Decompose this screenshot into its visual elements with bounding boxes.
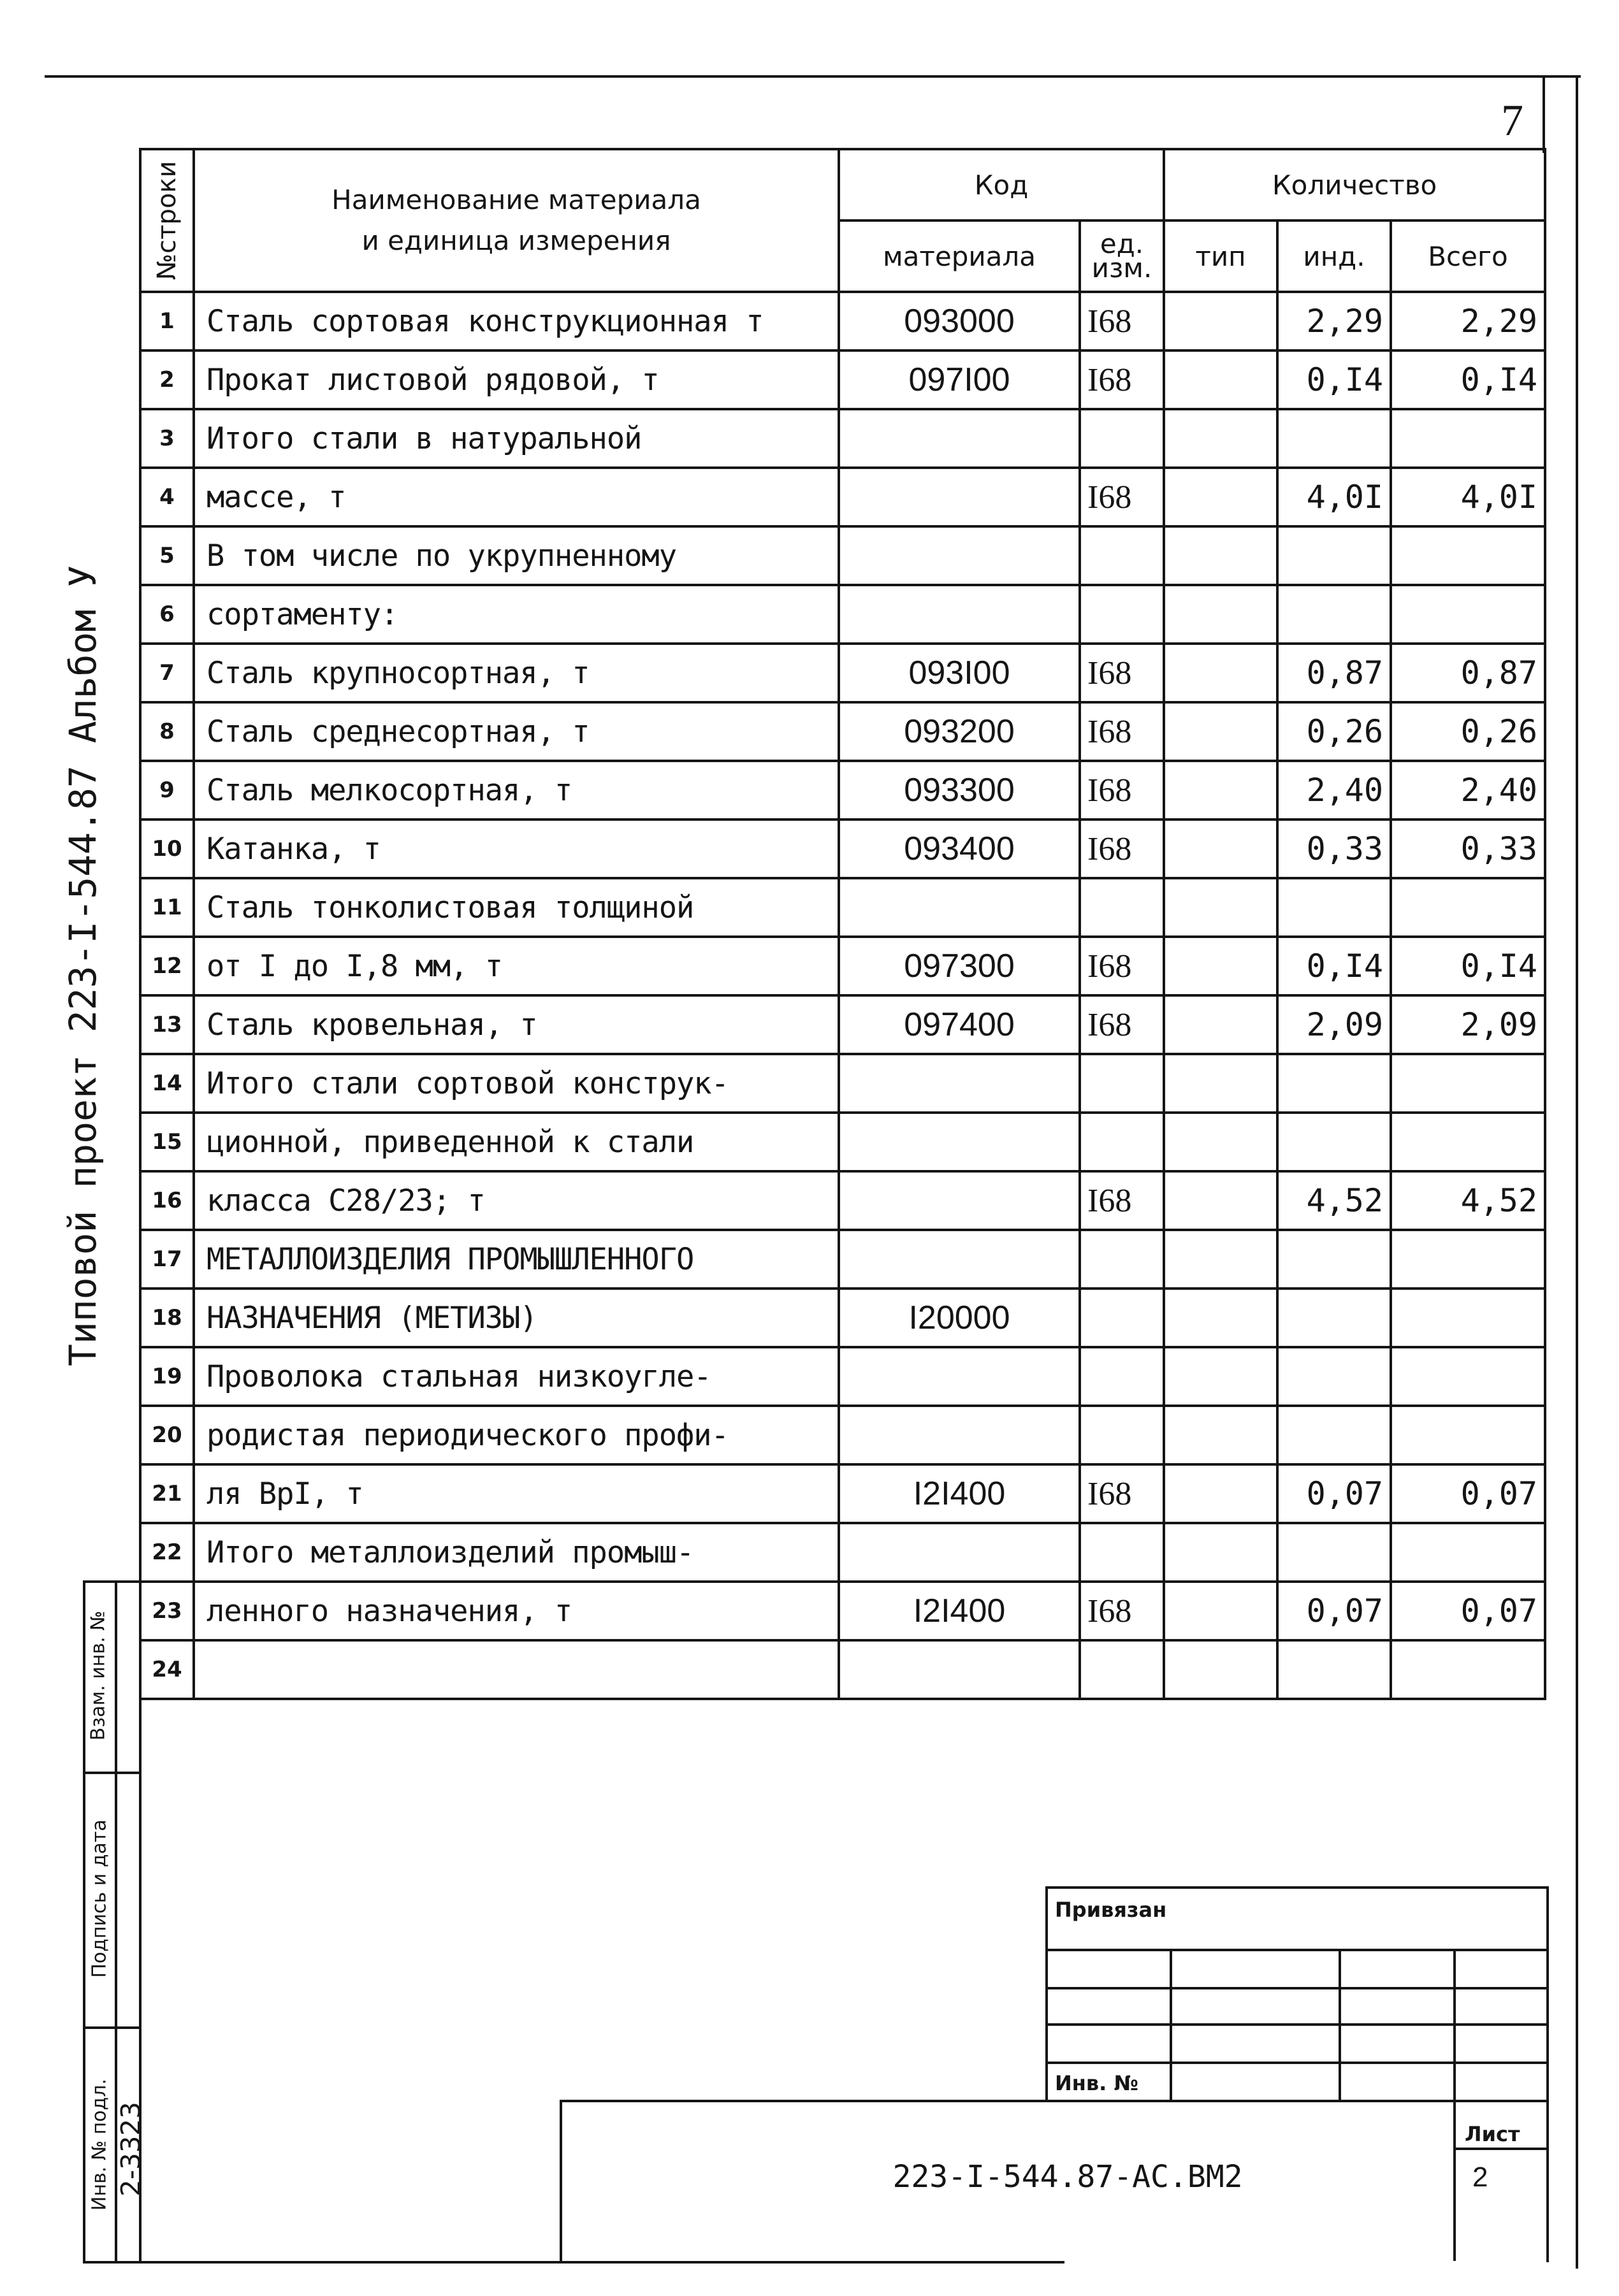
qty-ind [1277, 1054, 1391, 1113]
qty-ind: 0,33 [1277, 819, 1391, 878]
row-number: 17 [140, 1230, 194, 1289]
row-number: 9 [140, 761, 194, 819]
document-code: 223-I-544.87-АС.ВМ2 [892, 2159, 1243, 2195]
qty-type [1164, 1464, 1277, 1523]
unit-code: I68 [1080, 292, 1164, 350]
table-row [140, 644, 1545, 702]
qty-total: 2,40 [1391, 761, 1545, 819]
header-code-material: материала [839, 220, 1080, 292]
qty-ind: 4,0I [1277, 468, 1391, 526]
stamp-replace-inv: Взам. инв. № [87, 1610, 110, 1741]
qty-ind [1277, 409, 1391, 468]
qty-type [1164, 1171, 1277, 1230]
unit-code: I68 [1080, 1464, 1164, 1523]
qty-total: 4,52 [1391, 1171, 1545, 1230]
material-name: класса С28/23; т [194, 1171, 839, 1230]
row-number: 23 [140, 1582, 194, 1640]
row-number: 1 [140, 292, 194, 350]
attached-label: Привязан [1055, 1898, 1167, 1922]
stamp-row-line-3 [83, 2026, 140, 2029]
material-name: ля BpI, т [194, 1464, 839, 1523]
material-name [194, 1640, 839, 1699]
table-row [140, 468, 1545, 526]
sheet-box-line [1453, 2148, 1549, 2150]
material-code [839, 1523, 1080, 1582]
header-code-unit: ед. изм. [1080, 220, 1164, 292]
unit-code: I68 [1080, 1171, 1164, 1230]
title-block-line-2 [1045, 1949, 1549, 1951]
table-row [140, 585, 1545, 644]
row-number: 2 [140, 350, 194, 409]
row-number: 4 [140, 468, 194, 526]
material-code [839, 1113, 1080, 1171]
title-block-col-3 [1453, 1949, 1456, 2261]
title-block-left-line [1045, 1886, 1048, 2100]
material-code: 093300 [839, 761, 1080, 819]
qty-ind [1277, 1347, 1391, 1406]
qty-ind [1277, 585, 1391, 644]
qty-type [1164, 644, 1277, 702]
qty-total [1391, 1289, 1545, 1347]
material-code [839, 1640, 1080, 1699]
qty-type [1164, 1054, 1277, 1113]
material-code [839, 1406, 1080, 1464]
qty-type [1164, 526, 1277, 585]
qty-total: 2,29 [1391, 292, 1545, 350]
table-row [140, 1113, 1545, 1171]
unit-code [1080, 1640, 1164, 1699]
material-name: Сталь сортовая конструкционная т [194, 292, 839, 350]
stamp-sign-date: Подпись и дата [88, 1819, 111, 1978]
unit-code [1080, 526, 1164, 585]
qty-type [1164, 1406, 1277, 1464]
unit-code [1080, 1523, 1164, 1582]
table-row [140, 526, 1545, 585]
qty-ind: 0,I4 [1277, 350, 1391, 409]
unit-code [1080, 409, 1164, 468]
unit-code [1080, 1289, 1164, 1347]
material-code: 093200 [839, 702, 1080, 761]
unit-code: I68 [1080, 468, 1164, 526]
project-title-vertical: Типовой проект 223-I-544.87 Альбом У [61, 565, 105, 1366]
qty-total [1391, 1640, 1545, 1699]
qty-type [1164, 1582, 1277, 1640]
qty-type [1164, 468, 1277, 526]
material-name: МЕТАЛЛОИЗДЕЛИЯ ПРОМЫШЛЕННОГО [194, 1230, 839, 1289]
qty-ind [1277, 1406, 1391, 1464]
table-row [140, 1171, 1545, 1230]
qty-type [1164, 878, 1277, 937]
table-row [140, 761, 1545, 819]
material-name: Сталь среднесортная, т [194, 702, 839, 761]
unit-code [1080, 1113, 1164, 1171]
material-code: I20000 [839, 1289, 1080, 1347]
qty-type [1164, 1230, 1277, 1289]
stamp-column-line [83, 1580, 85, 2262]
material-code: 097400 [839, 995, 1080, 1054]
row-number: 5 [140, 526, 194, 585]
qty-type [1164, 1640, 1277, 1699]
qty-ind: 0,07 [1277, 1582, 1391, 1640]
material-code [839, 468, 1080, 526]
material-name: родистая периодического профи- [194, 1406, 839, 1464]
page-number-box-line [1543, 76, 1545, 153]
material-code: I2I400 [839, 1582, 1080, 1640]
qty-total [1391, 1113, 1545, 1171]
title-block-col-1 [1170, 1949, 1172, 2100]
qty-total [1391, 1347, 1545, 1406]
row-number: 8 [140, 702, 194, 761]
qty-type [1164, 761, 1277, 819]
header-code: Код [839, 149, 1164, 220]
material-code [839, 585, 1080, 644]
material-code: 093400 [839, 819, 1080, 878]
qty-total: 0,33 [1391, 819, 1545, 878]
stamp-inv-orig: Инв. № подл. [88, 2079, 111, 2211]
qty-ind [1277, 1113, 1391, 1171]
table-row [140, 1523, 1545, 1582]
header-material-name [194, 149, 839, 292]
unit-code [1080, 585, 1164, 644]
inv-no-label: Инв. № [1055, 2071, 1138, 2095]
qty-ind: 2,29 [1277, 292, 1391, 350]
qty-ind: 2,09 [1277, 995, 1391, 1054]
qty-total: 0,07 [1391, 1582, 1545, 1640]
row-number: 12 [140, 937, 194, 995]
qty-total: 0,87 [1391, 644, 1545, 702]
qty-total [1391, 878, 1545, 937]
qty-type [1164, 937, 1277, 995]
material-name: НАЗНАЧЕНИЯ (МЕТИЗЫ) [194, 1289, 839, 1347]
stamp-inv-value: 2-3323 [115, 2102, 147, 2197]
qty-ind [1277, 1640, 1391, 1699]
unit-code: I68 [1080, 761, 1164, 819]
header-row-number: №строки [140, 149, 194, 292]
row-number: 21 [140, 1464, 194, 1523]
table-row [140, 819, 1545, 878]
qty-total: 0,26 [1391, 702, 1545, 761]
material-name: ленного назначения, т [194, 1582, 839, 1640]
material-code: 093000 [839, 292, 1080, 350]
table-row [140, 1054, 1545, 1113]
qty-total: 0,I4 [1391, 937, 1545, 995]
qty-total: 2,09 [1391, 995, 1545, 1054]
material-code [839, 409, 1080, 468]
sheet-label: Лист [1465, 2122, 1520, 2146]
qty-total [1391, 1523, 1545, 1582]
unit-code: I68 [1080, 937, 1164, 995]
unit-code [1080, 878, 1164, 937]
qty-ind: 2,40 [1277, 761, 1391, 819]
title-block-top-line [1045, 1886, 1549, 1889]
unit-code [1080, 1347, 1164, 1406]
row-number: 11 [140, 878, 194, 937]
material-name: Итого стали в натуральной [194, 409, 839, 468]
table-row [140, 995, 1545, 1054]
unit-code: I68 [1080, 350, 1164, 409]
title-block-col-2 [1339, 1949, 1341, 2100]
material-name: Сталь крупносортная, т [194, 644, 839, 702]
qty-type [1164, 1347, 1277, 1406]
header-name-line2: и единица измерения [361, 225, 671, 256]
unit-code [1080, 1054, 1164, 1113]
qty-ind: 0,87 [1277, 644, 1391, 702]
sheet-number: 2 [1472, 2162, 1488, 2193]
unit-code: I68 [1080, 995, 1164, 1054]
unit-code [1080, 1230, 1164, 1289]
qty-type [1164, 702, 1277, 761]
qty-ind [1277, 878, 1391, 937]
row-number: 14 [140, 1054, 194, 1113]
table-row [140, 702, 1545, 761]
material-code: 097I00 [839, 350, 1080, 409]
material-name: сортаменту: [194, 585, 839, 644]
row-number: 7 [140, 644, 194, 702]
material-name: Проволока стальная низкоугле- [194, 1347, 839, 1406]
qty-ind [1277, 1523, 1391, 1582]
title-block-line-3 [1045, 1987, 1549, 1989]
qty-ind: 0,26 [1277, 702, 1391, 761]
title-block-main-left [560, 2100, 562, 2264]
qty-total [1391, 1406, 1545, 1464]
table-row [140, 1347, 1545, 1406]
table-row [140, 409, 1545, 468]
material-name: В том числе по укрупненному [194, 526, 839, 585]
row-number: 6 [140, 585, 194, 644]
qty-ind [1277, 1289, 1391, 1347]
material-name: Сталь мелкосортная, т [194, 761, 839, 819]
material-name: Сталь тонколистовая толщиной [194, 878, 839, 937]
materials-table [139, 148, 1546, 1700]
qty-type [1164, 1289, 1277, 1347]
material-code: 097300 [839, 937, 1080, 995]
material-name: Итого стали сортовой конструк- [194, 1054, 839, 1113]
material-name: от I до I,8 мм, т [194, 937, 839, 995]
row-number: 3 [140, 409, 194, 468]
qty-type [1164, 1523, 1277, 1582]
header-qty-total: Всего [1391, 220, 1545, 292]
bottom-frame-line [83, 2261, 1064, 2264]
row-number: 13 [140, 995, 194, 1054]
row-number: 10 [140, 819, 194, 878]
title-block-line-4 [1045, 2023, 1549, 2026]
row-number: 22 [140, 1523, 194, 1582]
qty-ind [1277, 1230, 1391, 1289]
qty-ind: 4,52 [1277, 1171, 1391, 1230]
top-border-line [45, 75, 1581, 78]
table-row [140, 1230, 1545, 1289]
table-row [140, 1640, 1545, 1699]
unit-code: I68 [1080, 1582, 1164, 1640]
table-row [140, 350, 1545, 409]
header-quantity: Количество [1164, 149, 1545, 220]
material-name: массе, т [194, 468, 839, 526]
header-name-line1: Наименование материала [331, 184, 701, 215]
material-code [839, 526, 1080, 585]
material-code [839, 878, 1080, 937]
table-row [140, 878, 1545, 937]
qty-total [1391, 1230, 1545, 1289]
row-number: 19 [140, 1347, 194, 1406]
qty-type [1164, 585, 1277, 644]
material-code: 093I00 [839, 644, 1080, 702]
qty-ind: 0,07 [1277, 1464, 1391, 1523]
unit-code: I68 [1080, 702, 1164, 761]
qty-type [1164, 350, 1277, 409]
qty-total [1391, 1054, 1545, 1113]
table-row [140, 292, 1545, 350]
qty-total [1391, 585, 1545, 644]
header-qty-ind: инд. [1277, 220, 1391, 292]
material-name: Итого металлоизделий промыш- [194, 1523, 839, 1582]
table-row [140, 1289, 1545, 1347]
unit-code [1080, 1406, 1164, 1464]
row-number: 18 [140, 1289, 194, 1347]
title-block-line-5 [1045, 2061, 1549, 2064]
qty-total: 0,07 [1391, 1464, 1545, 1523]
qty-type [1164, 1113, 1277, 1171]
table-row [140, 937, 1545, 995]
qty-type [1164, 819, 1277, 878]
qty-total: 4,0I [1391, 468, 1545, 526]
qty-type [1164, 409, 1277, 468]
material-name: Катанка, т [194, 819, 839, 878]
material-name: ционной, приведенной к стали [194, 1113, 839, 1171]
qty-total [1391, 526, 1545, 585]
page-number: 7 [1501, 96, 1523, 145]
title-block-line-6 [561, 2100, 1549, 2102]
unit-code: I68 [1080, 819, 1164, 878]
material-code [839, 1347, 1080, 1406]
title-block-right-line [1546, 1886, 1549, 2262]
row-number: 20 [140, 1406, 194, 1464]
material-code [839, 1171, 1080, 1230]
material-name: Прокат листовой рядовой, т [194, 350, 839, 409]
unit-code: I68 [1080, 644, 1164, 702]
table-row [140, 1582, 1545, 1640]
right-border-line [1576, 76, 1578, 2269]
row-number: 15 [140, 1113, 194, 1171]
qty-type [1164, 292, 1277, 350]
material-name: Сталь кровельная, т [194, 995, 839, 1054]
header-qty-type: тип [1164, 220, 1277, 292]
qty-ind [1277, 526, 1391, 585]
row-number: 24 [140, 1640, 194, 1699]
material-code: I2I400 [839, 1464, 1080, 1523]
qty-type [1164, 995, 1277, 1054]
qty-total [1391, 409, 1545, 468]
row-number: 16 [140, 1171, 194, 1230]
material-code [839, 1230, 1080, 1289]
qty-ind: 0,I4 [1277, 937, 1391, 995]
table-row [140, 1406, 1545, 1464]
table-row [140, 1464, 1545, 1523]
qty-total: 0,I4 [1391, 350, 1545, 409]
material-code [839, 1054, 1080, 1113]
